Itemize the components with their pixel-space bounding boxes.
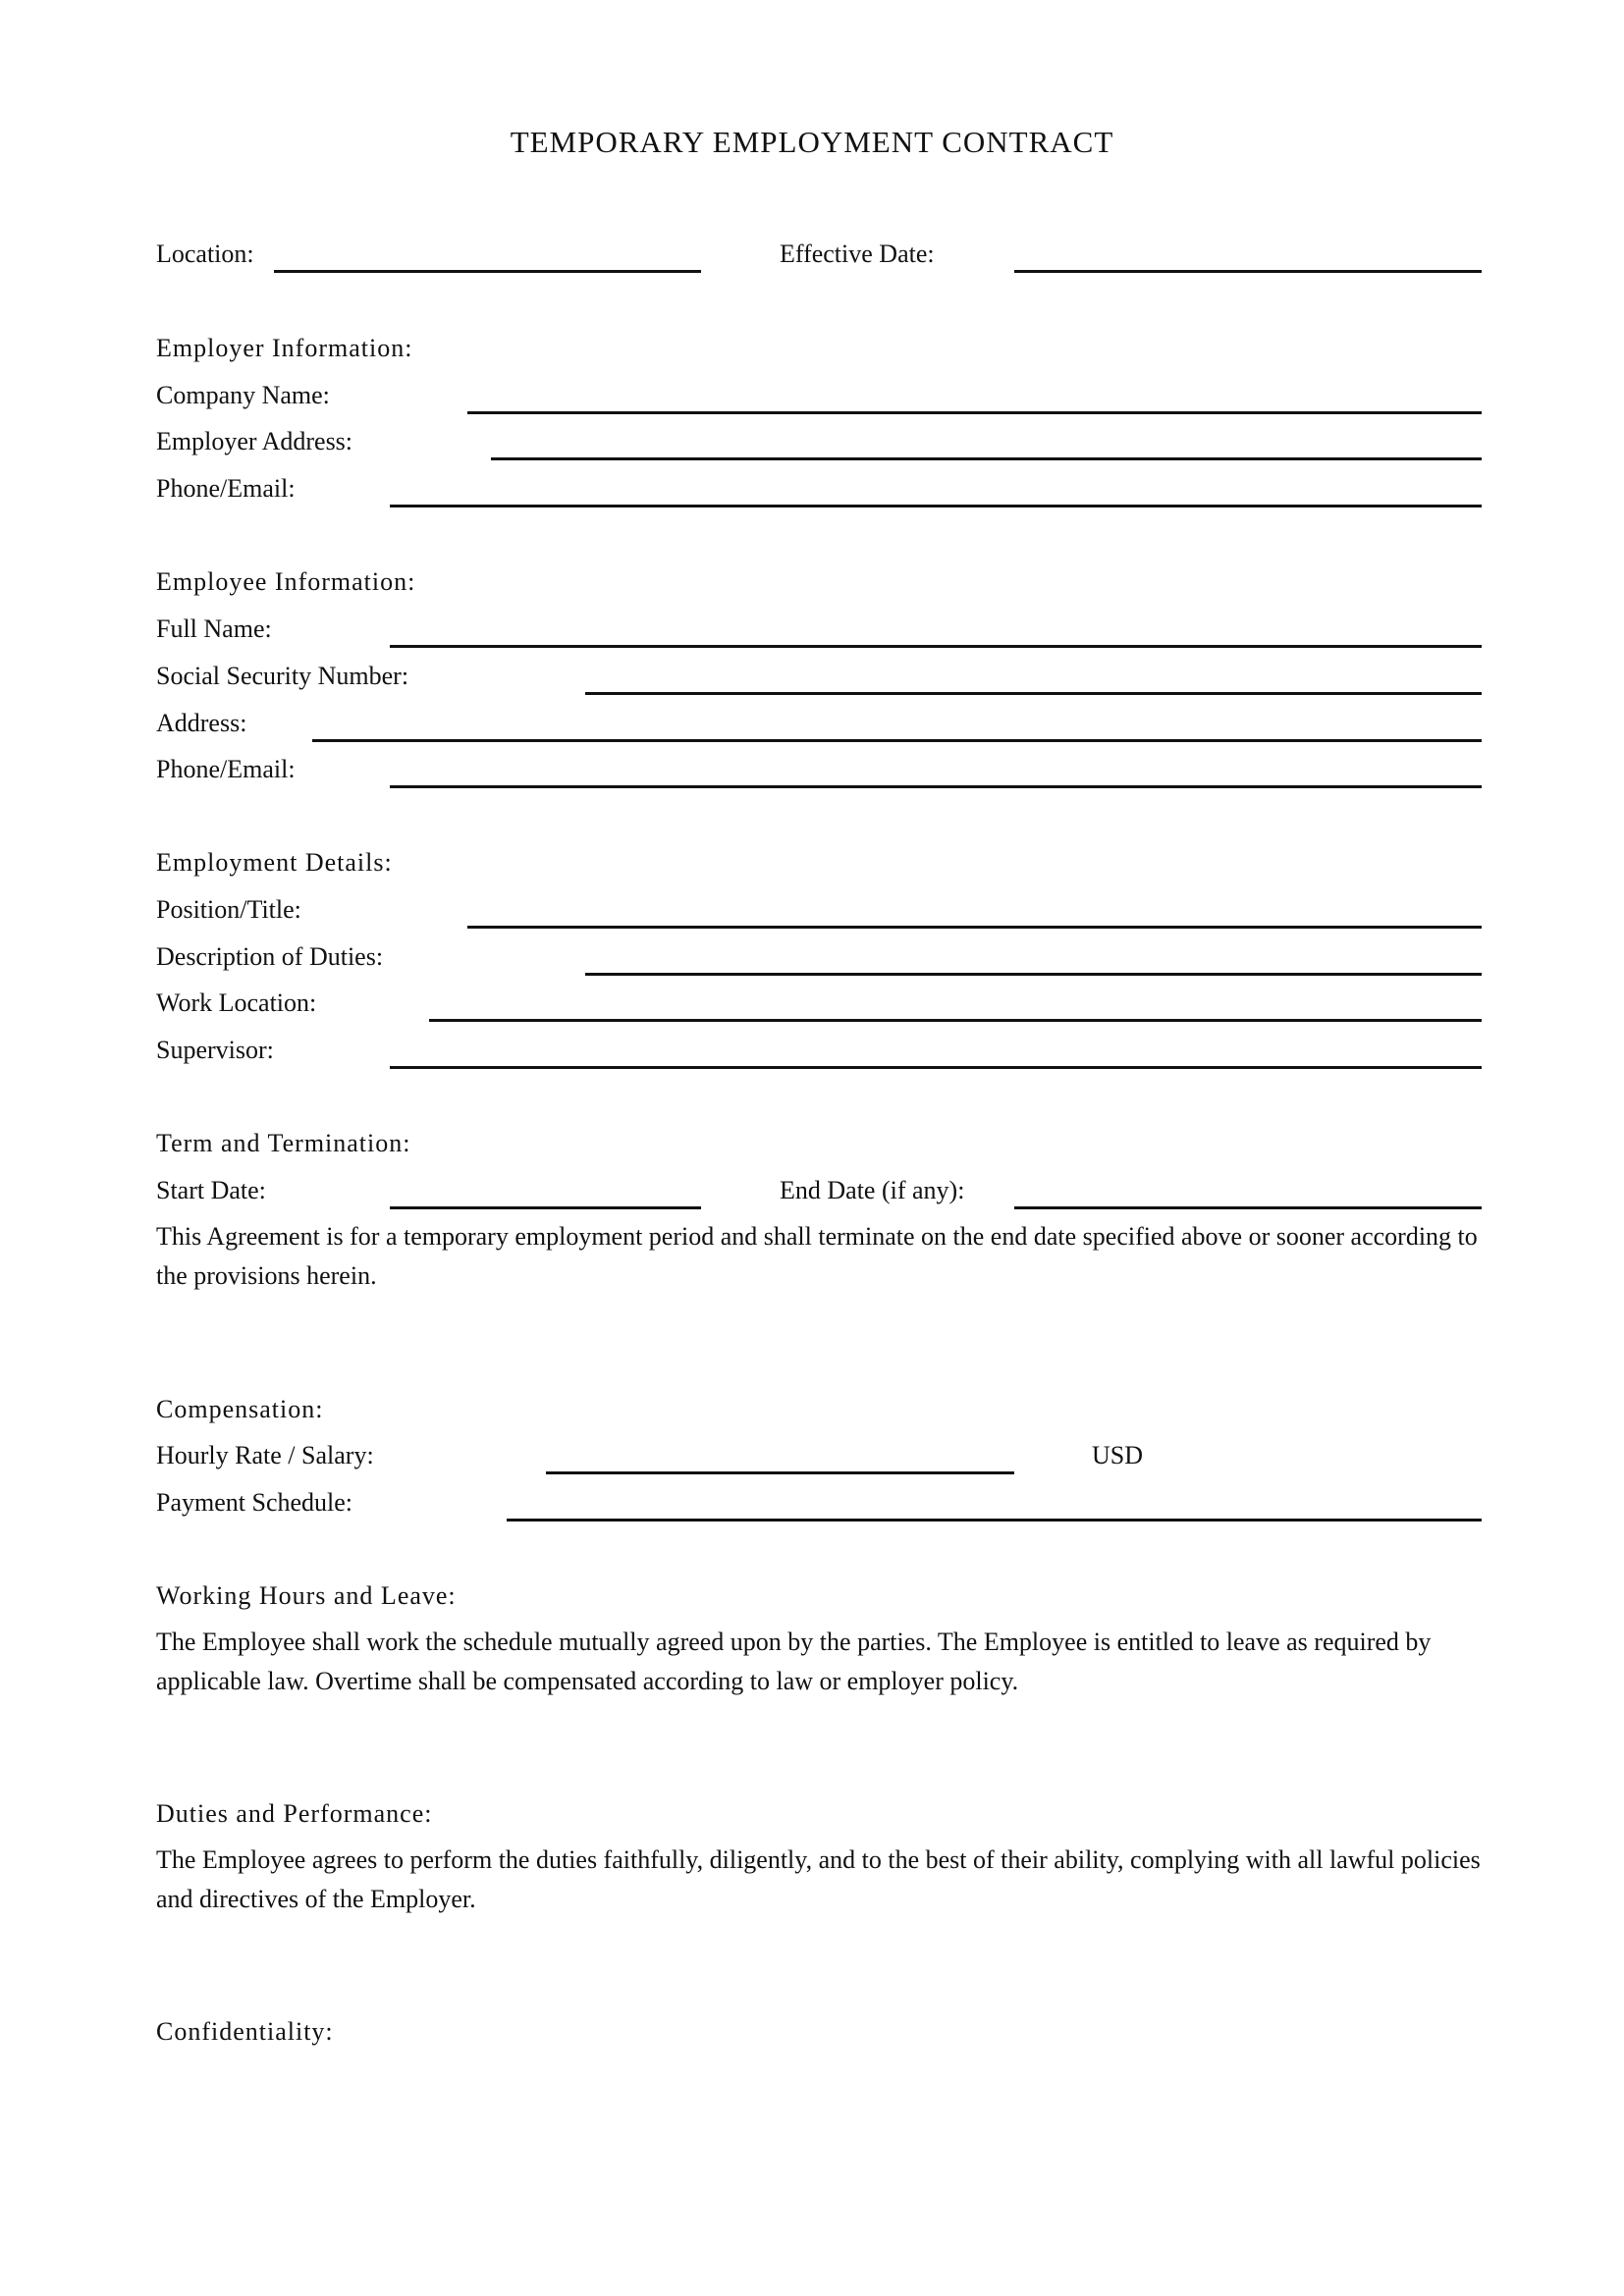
end-date-field[interactable] <box>1014 1206 1482 1209</box>
hours-section-heading: Working Hours and Leave: <box>156 1581 457 1610</box>
work-location-field[interactable] <box>429 1019 1482 1022</box>
location-field[interactable] <box>274 270 701 273</box>
term-paragraph: This Agreement is for a temporary employment period and shall terminate on the end date specified above or sooner according to the provisions herein. <box>156 1222 1478 1290</box>
employer-phone-email-field[interactable] <box>390 505 1482 507</box>
duties-paragraph: The Employee agrees to perform the duties faithfully, diligently, and to the best of their ability, complying with all lawful policies and directives of the Employer. <box>156 1845 1481 1913</box>
confidentiality-section-heading: Confidentiality: <box>156 2017 334 2046</box>
employer-address-label: Employer Address: <box>156 427 353 455</box>
full-name-field[interactable] <box>390 645 1482 648</box>
term-section-heading: Term and Termination: <box>156 1129 411 1157</box>
position-field[interactable] <box>467 926 1482 929</box>
start-date-label: Start Date: <box>156 1176 266 1204</box>
supervisor-field[interactable] <box>390 1066 1482 1069</box>
company-name-label: Company Name: <box>156 381 330 409</box>
duties-field[interactable] <box>585 973 1482 976</box>
position-label: Position/Title: <box>156 895 301 924</box>
hours-paragraph: The Employee shall work the schedule mutually agreed upon by the parties. The Employee is entitled to leave as required by applicable law. Overtime shall be compensated according to law or employer policy. <box>156 1628 1432 1695</box>
currency-label: USD <box>1092 1441 1144 1469</box>
employee-phone-email-label: Phone/Email: <box>156 755 296 783</box>
full-name-label: Full Name: <box>156 614 272 643</box>
supervisor-label: Supervisor: <box>156 1036 274 1064</box>
duties-label: Description of Duties: <box>156 942 384 971</box>
employee-address-label: Address: <box>156 709 247 737</box>
effective-date-field[interactable] <box>1014 270 1482 273</box>
employer-section-heading: Employer Information: <box>156 334 413 362</box>
ssn-field[interactable] <box>585 692 1482 695</box>
employee-section-heading: Employee Information: <box>156 567 416 596</box>
employee-address-field[interactable] <box>312 739 1482 742</box>
compensation-section-heading: Compensation: <box>156 1395 324 1423</box>
end-date-label: End Date (if any): <box>780 1176 965 1204</box>
employer-address-field[interactable] <box>491 457 1482 460</box>
work-location-label: Work Location: <box>156 988 317 1017</box>
employee-phone-email-field[interactable] <box>390 785 1482 788</box>
rate-field[interactable] <box>546 1471 1014 1474</box>
start-date-field[interactable] <box>390 1206 701 1209</box>
payment-schedule-label: Payment Schedule: <box>156 1488 353 1517</box>
employer-phone-email-label: Phone/Email: <box>156 474 296 503</box>
document-title: TEMPORARY EMPLOYMENT CONTRACT <box>510 125 1114 159</box>
payment-schedule-field[interactable] <box>507 1519 1482 1522</box>
company-name-field[interactable] <box>467 411 1482 414</box>
location-label: Location: <box>156 240 254 268</box>
duties-section-heading: Duties and Performance: <box>156 1799 433 1828</box>
ssn-label: Social Security Number: <box>156 662 409 690</box>
effective-date-label: Effective Date: <box>780 240 935 268</box>
employment-section-heading: Employment Details: <box>156 848 393 877</box>
rate-label: Hourly Rate / Salary: <box>156 1441 374 1469</box>
